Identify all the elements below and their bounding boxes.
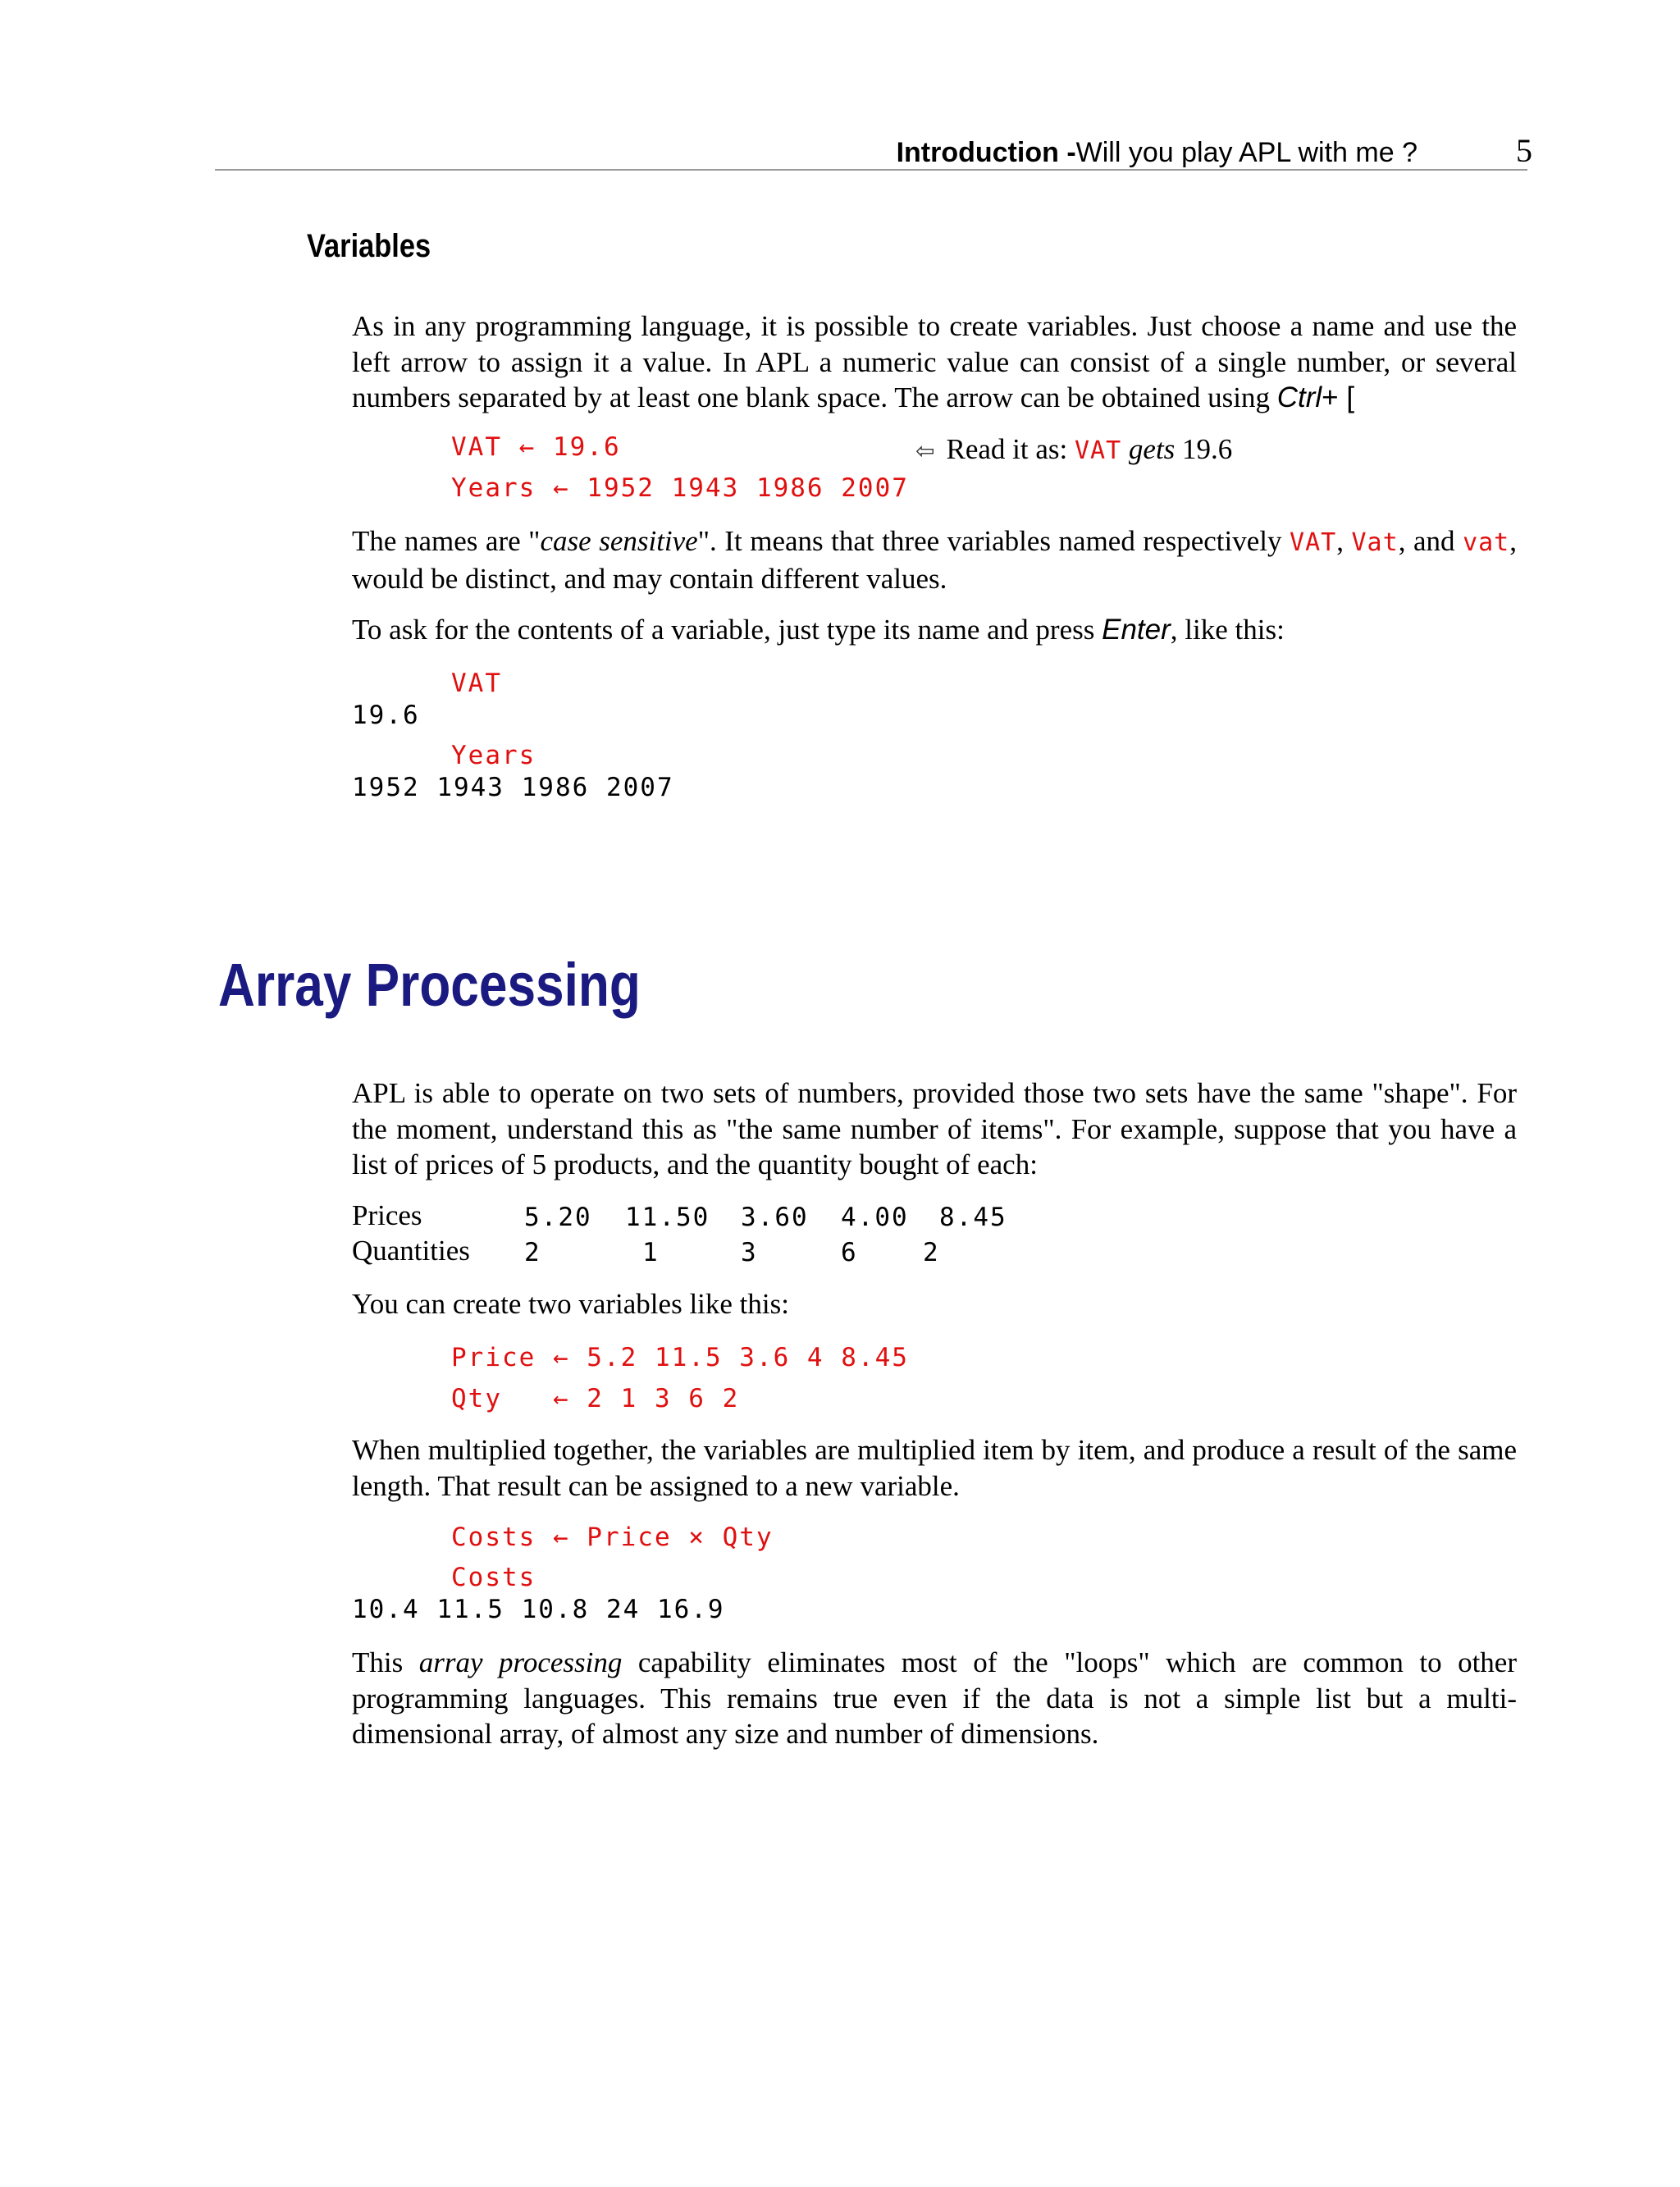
code-line-vat-assign: VAT ← 19.6: [451, 432, 621, 462]
para2-italic: case sensitive: [540, 525, 698, 557]
qty-value-1: 2: [524, 1238, 541, 1267]
para4-text-a: This: [352, 1646, 419, 1678]
variables-paragraph-1-text: As in any programming language, it is possible to create variables. Just choose a name and use the left arrow to assign it a value. In APL a numeric value can consist of a single number, or several numbers separated by at least one blank space. The arrow can be obtained using: [352, 310, 1517, 413]
price-value-3: 3.60: [741, 1203, 809, 1232]
left-arrow-icon: ⇦: [915, 437, 935, 464]
para2-text-d: , would be distinct, and may contain different values.: [352, 525, 1517, 595]
table-row-label-prices: Prices: [352, 1199, 422, 1231]
chapter-heading-array-processing: Array Processing: [218, 951, 641, 1019]
note-prefix: Read it as:: [946, 433, 1075, 465]
example-output-vat: 19.6: [352, 701, 420, 730]
note-gets: gets: [1121, 433, 1176, 465]
para2-text-b: ". It means that three variables named respectively: [697, 525, 1290, 557]
para2-sep-2: , and: [1398, 525, 1463, 557]
enter-key: Enter: [1102, 614, 1171, 646]
variables-paragraph-3: [352, 612, 1517, 648]
price-value-1: 5.20: [524, 1203, 592, 1232]
example-output-years: 1952 1943 1986 2007: [352, 773, 674, 802]
running-header: [897, 131, 1532, 170]
qty-value-3: 3: [741, 1238, 758, 1267]
note-value: 19.6: [1175, 433, 1233, 465]
read-it-as-note: [915, 433, 1232, 466]
page-number: 5: [1516, 132, 1532, 169]
header-section-bold: Introduction -: [896, 137, 1076, 168]
table-row-label-quantities: Quantities: [352, 1235, 470, 1267]
para2-code-vat-upper: VAT: [1290, 528, 1337, 557]
price-value-2: 11.50: [625, 1203, 710, 1232]
para4-italic: array processing: [418, 1646, 623, 1678]
para2-text-a: The names are ": [352, 525, 541, 557]
header-section-title: Will you play APL with me ?: [1075, 137, 1418, 168]
array-paragraph-2: You can create two variables like this:: [352, 1288, 789, 1320]
para2-code-vat-mixed: Vat: [1351, 528, 1399, 557]
section-heading-variables: Variables: [307, 228, 431, 264]
example-output-costs: 10.4 11.5 10.8 24 16.9: [352, 1595, 725, 1624]
code-line-price-assign: Price ← 5.2 11.5 3.6 4 8.45: [451, 1343, 909, 1372]
array-paragraph-3: When multiplied together, the variables are multiplied item by item, and produce a result of the same length. That result can be assigned to a new variable.: [352, 1434, 1517, 1502]
code-line-years-assign: Years ← 1952 1943 1986 2007: [451, 473, 909, 503]
price-value-4: 4.00: [841, 1203, 909, 1232]
price-value-5: 8.45: [939, 1203, 1007, 1232]
variables-paragraph-1: [352, 308, 1517, 416]
code-line-costs-assign: Costs ← Price × Qty: [451, 1523, 774, 1552]
variables-paragraph-2: [352, 523, 1517, 596]
array-paragraph-4: [352, 1645, 1517, 1752]
ctrl-key-suffix: + [: [1322, 381, 1355, 413]
note-code: VAT: [1074, 436, 1122, 465]
qty-value-4: 6: [841, 1238, 858, 1267]
qty-value-5: 2: [923, 1238, 940, 1267]
example-input-vat: VAT: [451, 669, 502, 698]
para4-text-b: capability eliminates most of the "loops" which are common to other programming languages. This remains true even if the data is not a simple list but a multi-dimensional array, of almost any size and number of dimensions.: [352, 1646, 1517, 1750]
para2-code-vat-lower: vat: [1463, 528, 1510, 557]
example-input-years: Years: [451, 741, 536, 770]
array-paragraph-1: APL is able to operate on two sets of numbers, provided those two sets have the same "shape". For the moment, understand this as "the same number of items". For example, suppose that you have a list of prices of 5 products, and the quantity bought of each:: [352, 1077, 1517, 1180]
para2-sep-1: ,: [1336, 525, 1352, 557]
header-rule: [215, 169, 1527, 171]
example-input-costs: Costs: [451, 1563, 536, 1592]
code-line-qty-assign: Qty ← 2 1 3 6 2: [451, 1384, 740, 1413]
para3-text-b: , like this:: [1170, 614, 1285, 646]
para3-text-a: To ask for the contents of a variable, just type its name and press: [352, 614, 1102, 646]
ctrl-key: Ctrl: [1276, 381, 1322, 413]
qty-value-2: 1: [642, 1238, 660, 1267]
